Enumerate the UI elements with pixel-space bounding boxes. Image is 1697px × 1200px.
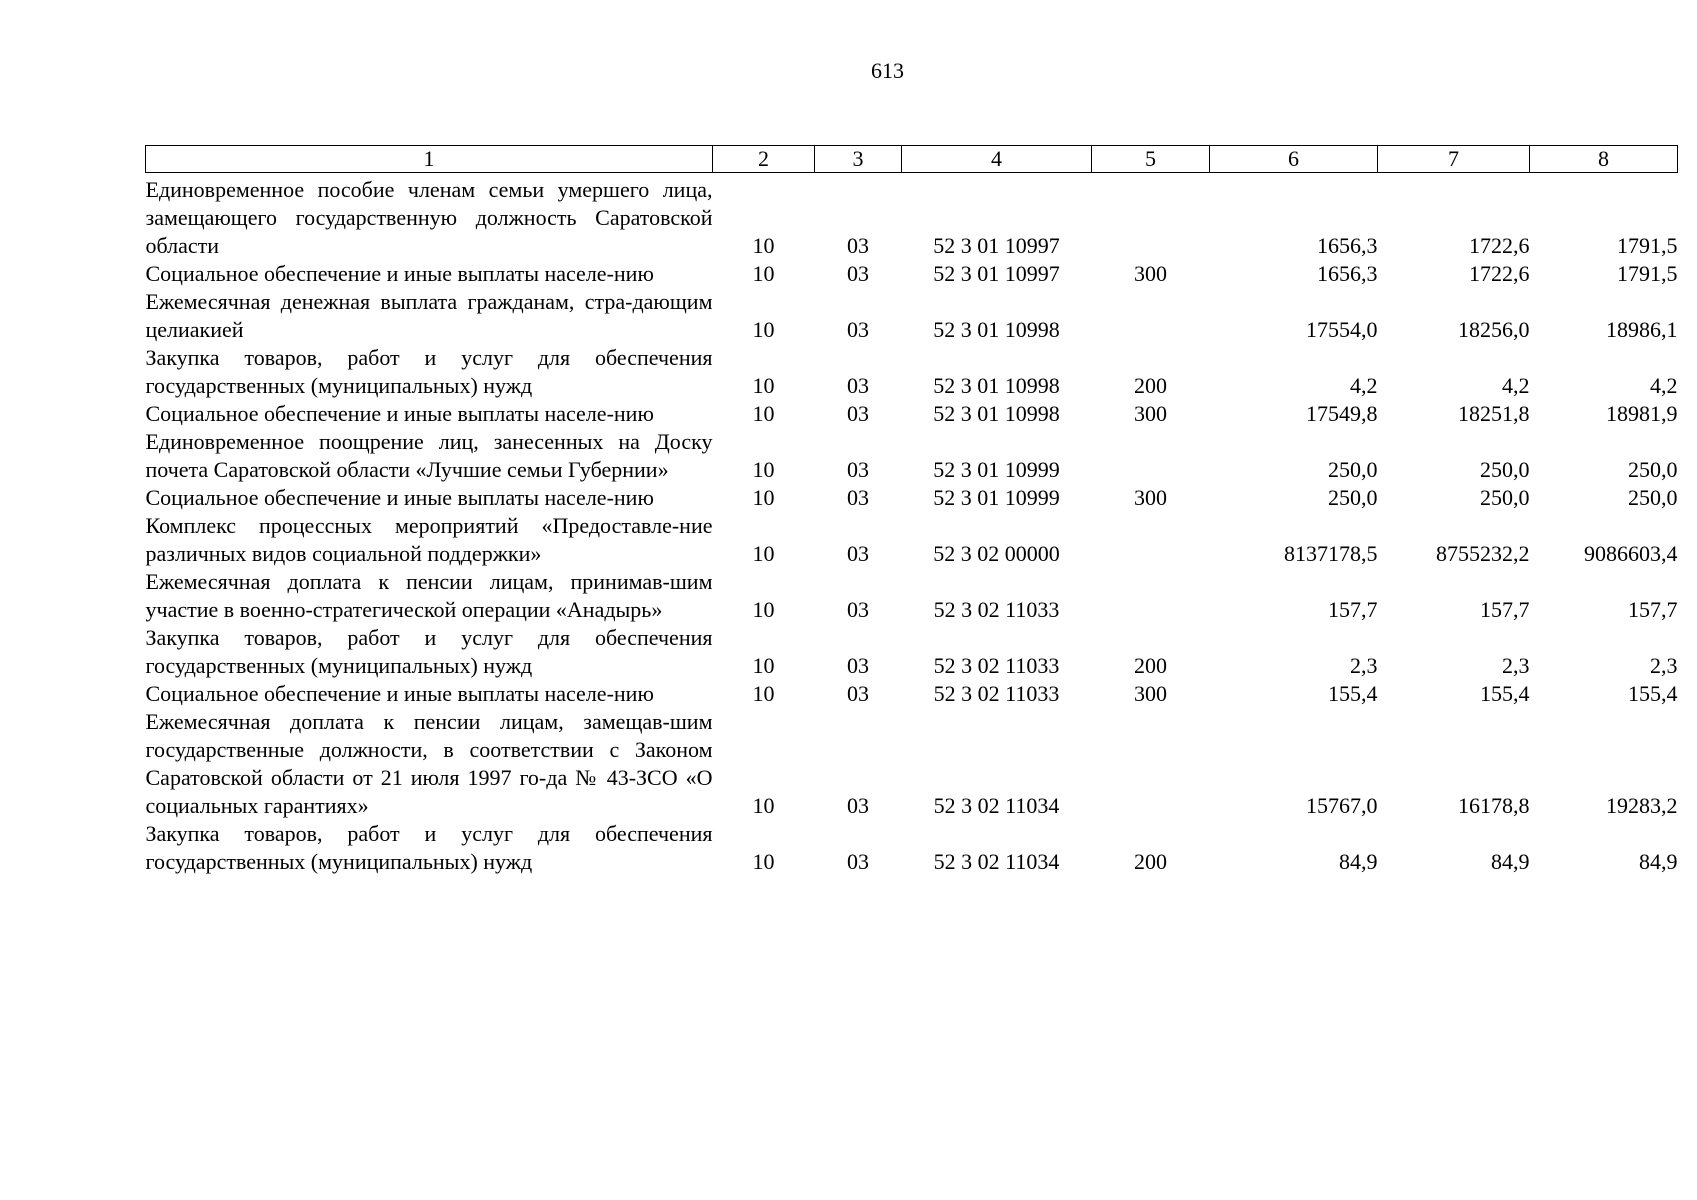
amount-year-2: 1722,6 <box>1469 261 1530 286</box>
table-row <box>146 820 1678 876</box>
section-code: 10 <box>752 233 775 258</box>
subsection-code: 03 <box>847 373 869 398</box>
column-header-3: 3 <box>815 146 902 173</box>
expense-type-code: 200 <box>1134 373 1167 398</box>
table-row <box>146 624 1678 680</box>
target-article-code: 52 3 01 10998 <box>933 373 1060 398</box>
section-code: 10 <box>752 401 775 426</box>
subsection-code: 03 <box>847 317 869 342</box>
column-header-1: 1 <box>146 146 713 173</box>
target-article-code: 52 3 02 11034 <box>933 849 1060 874</box>
table-row <box>146 173 1678 261</box>
amount-year-1: 4,2 <box>1350 373 1378 398</box>
amount-year-1: 250,0 <box>1328 485 1378 510</box>
table-row <box>146 344 1678 400</box>
amount-year-1: 1656,3 <box>1317 233 1378 258</box>
section-code: 10 <box>752 653 775 678</box>
section-code: 10 <box>752 457 775 482</box>
target-article-code: 52 3 01 10998 <box>933 317 1060 342</box>
amount-year-2: 250,0 <box>1480 457 1530 482</box>
target-article-code: 52 3 02 11033 <box>933 653 1060 678</box>
page-number: 613 <box>871 58 904 83</box>
expense-type-code <box>1092 568 1210 624</box>
subsection-code: 03 <box>847 485 869 510</box>
subsection-code: 03 <box>847 457 869 482</box>
table-row <box>146 260 1678 288</box>
amount-year-2: 155,4 <box>1480 681 1530 706</box>
amount-year-1: 2,3 <box>1350 653 1378 678</box>
table-row <box>146 568 1678 624</box>
amount-year-2: 250,0 <box>1480 485 1530 510</box>
column-header-8: 8 <box>1530 146 1678 173</box>
amount-year-2: 84,9 <box>1491 849 1530 874</box>
target-article-code: 52 3 01 10997 <box>933 261 1060 286</box>
expense-type-code: 200 <box>1134 653 1167 678</box>
item-name: Социальное обеспечение и иные выплаты населе-нию <box>145 261 654 286</box>
amount-year-3: 9086603,4 <box>1584 541 1678 566</box>
target-article-code: 52 3 02 11033 <box>933 681 1060 706</box>
amount-year-2: 18251,8 <box>1458 401 1530 426</box>
amount-year-3: 4,2 <box>1650 373 1678 398</box>
amount-year-3: 18981,9 <box>1606 401 1678 426</box>
subsection-code: 03 <box>847 653 869 678</box>
item-name: Ежемесячная доплата к пенсии лицам, замещав-шим государственные должности, в соответствии с Законом Саратовской области от 21 июля 1997 го-да № 43-ЗСО «О социальных гарантиях» <box>145 709 713 818</box>
section-code: 10 <box>752 849 775 874</box>
amount-year-1: 1656,3 <box>1317 261 1378 286</box>
amount-year-2: 157,7 <box>1480 597 1530 622</box>
expense-type-code <box>1092 708 1210 820</box>
item-name: Закупка товаров, работ и услуг для обеспечения государственных (муниципальных) нужд <box>145 821 713 874</box>
amount-year-2: 8755232,2 <box>1436 541 1530 566</box>
table-row <box>146 708 1678 820</box>
target-article-code: 52 3 01 10999 <box>933 457 1060 482</box>
amount-year-1: 17549,8 <box>1306 401 1378 426</box>
expense-type-code: 300 <box>1134 485 1167 510</box>
section-code: 10 <box>752 681 775 706</box>
column-header-2: 2 <box>713 146 815 173</box>
expense-type-code <box>1092 173 1210 261</box>
expense-type-code: 200 <box>1134 849 1167 874</box>
expense-type-code <box>1092 428 1210 484</box>
column-header-7: 7 <box>1378 146 1530 173</box>
column-header-6: 6 <box>1210 146 1378 173</box>
amount-year-3: 2,3 <box>1650 653 1678 678</box>
item-name: Ежемесячная денежная выплата гражданам, стра-дающим целиакией <box>145 289 713 342</box>
target-article-code: 52 3 01 10998 <box>933 401 1060 426</box>
subsection-code: 03 <box>847 849 869 874</box>
item-name: Единовременное пособие членам семьи умершего лица, замещающего государственную должность Саратовской области <box>145 177 713 258</box>
amount-year-2: 18256,0 <box>1458 317 1530 342</box>
amount-year-1: 17554,0 <box>1306 317 1378 342</box>
amount-year-3: 250,0 <box>1628 457 1678 482</box>
column-header-4: 4 <box>902 146 1092 173</box>
expense-type-code <box>1092 512 1210 568</box>
amount-year-3: 1791,5 <box>1617 233 1678 258</box>
expense-type-code: 300 <box>1134 261 1167 286</box>
item-name: Единовременное поощрение лиц, занесенных на Доску почета Саратовской области «Лучшие семьи Губернии» <box>145 429 713 482</box>
amount-year-3: 250,0 <box>1628 485 1678 510</box>
amount-year-3: 19283,2 <box>1606 793 1678 818</box>
expense-type-code <box>1092 288 1210 344</box>
expense-type-code: 300 <box>1134 681 1167 706</box>
amount-year-2: 1722,6 <box>1469 233 1530 258</box>
table-body <box>146 173 1678 877</box>
target-article-code: 52 3 02 00000 <box>933 541 1060 566</box>
subsection-code: 03 <box>847 597 869 622</box>
amount-year-2: 16178,8 <box>1458 793 1530 818</box>
item-name: Ежемесячная доплата к пенсии лицам, принимав-шим участие в военно-стратегической операции «Анадырь» <box>145 569 713 622</box>
item-name: Комплекс процессных мероприятий «Предоставле-ние различных видов социальной поддержки» <box>145 513 713 566</box>
item-name: Социальное обеспечение и иные выплаты населе-нию <box>145 401 654 426</box>
section-code: 10 <box>752 793 775 818</box>
item-name: Закупка товаров, работ и услуг для обеспечения государственных (муниципальных) нужд <box>145 625 713 678</box>
target-article-code: 52 3 02 11033 <box>933 597 1060 622</box>
subsection-code: 03 <box>847 233 869 258</box>
section-code: 10 <box>752 261 775 286</box>
table-row <box>146 484 1678 512</box>
amount-year-2: 2,3 <box>1502 653 1530 678</box>
amount-year-1: 84,9 <box>1339 849 1378 874</box>
column-header-5: 5 <box>1092 146 1210 173</box>
subsection-code: 03 <box>847 541 869 566</box>
table-row <box>146 288 1678 344</box>
table-row <box>146 400 1678 428</box>
expense-type-code: 300 <box>1134 401 1167 426</box>
target-article-code: 52 3 01 10997 <box>933 233 1060 258</box>
amount-year-1: 250,0 <box>1328 457 1378 482</box>
header-row <box>146 146 1678 173</box>
amount-year-3: 18986,1 <box>1606 317 1678 342</box>
amount-year-3: 1791,5 <box>1617 261 1678 286</box>
subsection-code: 03 <box>847 793 869 818</box>
amount-year-3: 84,9 <box>1639 849 1678 874</box>
subsection-code: 03 <box>847 401 869 426</box>
budget-table <box>145 145 1678 876</box>
item-name: Социальное обеспечение и иные выплаты населе-нию <box>145 681 654 706</box>
amount-year-3: 155,4 <box>1628 681 1678 706</box>
amount-year-3: 157,7 <box>1628 597 1678 622</box>
section-code: 10 <box>752 373 775 398</box>
subsection-code: 03 <box>847 261 869 286</box>
amount-year-1: 8137178,5 <box>1284 541 1378 566</box>
table-row <box>146 512 1678 568</box>
section-code: 10 <box>752 317 775 342</box>
amount-year-1: 15767,0 <box>1306 793 1378 818</box>
target-article-code: 52 3 01 10999 <box>933 485 1060 510</box>
section-code: 10 <box>752 541 775 566</box>
subsection-code: 03 <box>847 681 869 706</box>
item-name: Социальное обеспечение и иные выплаты населе-нию <box>145 485 654 510</box>
table-row <box>146 680 1678 708</box>
amount-year-1: 157,7 <box>1328 597 1378 622</box>
item-name: Закупка товаров, работ и услуг для обеспечения государственных (муниципальных) нужд <box>145 345 713 398</box>
table-row <box>146 428 1678 484</box>
section-code: 10 <box>752 597 775 622</box>
target-article-code: 52 3 02 11034 <box>933 793 1060 818</box>
amount-year-2: 4,2 <box>1502 373 1530 398</box>
amount-year-1: 155,4 <box>1328 681 1378 706</box>
section-code: 10 <box>752 485 775 510</box>
